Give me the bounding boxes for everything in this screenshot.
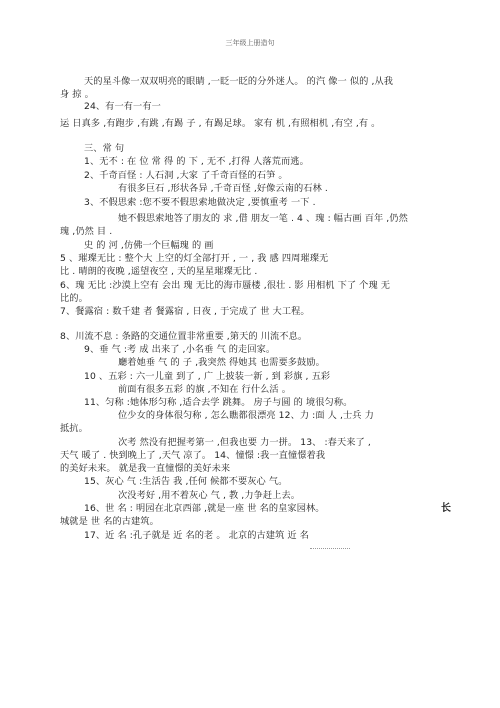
text-line: 9、垂 气 :考 成 出来了 ,小名垂 气 的走回家。 (84, 344, 276, 355)
text-line: 廳着她垂 气 的 子 ,我突然 得她其 也需要多鼓励。 (118, 357, 325, 368)
text-line: 5 、璀璨无比 : 整个大 上空的灯全部打开 , 一 , 我 感 四周璀璨无 (60, 253, 329, 264)
text-line: 天的星斗像一双双明亮的眼睛 ,一眨一眨的分外迷人。 的汽 像一 似的 ,从我 (84, 76, 394, 87)
text-line: 3、不假思索 :您不要不假思索地做决定 ,要慎重考 一下 . (84, 197, 316, 208)
text-line: 天气 暖了 . 快到晚上了 ,天气 凉了。 14、憧憬 :我一直憧憬着我 (60, 450, 326, 461)
text-line: 2、千奇百怪 : 人石洞 ,大家 了千奇百怪的石笋 。 (84, 170, 288, 181)
text-line: 6、瑰 无比 :沙漠上空有 会出 瑰 无比的海市蜃楼 ,很壮 . 影 用相机 下了 个瑰 无 (60, 280, 391, 291)
text-line: 次没考好 ,用不着灰心 气 , 教 ,力争赶上去。 (118, 490, 301, 501)
text-line: 比 . 晴朗的夜晚 ,遥望夜空 , 天的星星璀璨无比 . (60, 266, 258, 277)
text-line: 位少女的身体很匀称 , 怎么瞧都很漂亮 12、力 :面 人 ,士兵 力 (118, 410, 374, 421)
dotted-divider (310, 548, 350, 549)
text-line: 的美好未来。 就是我一直憧憬的美好未来 (60, 463, 231, 474)
text-line: 三、常 句 (84, 143, 125, 154)
text-line: 城就是 世 名的古建筑。 (60, 516, 159, 527)
text-line: 身 掠 。 (60, 89, 94, 100)
page-header: 三年级上册造句 (225, 39, 275, 47)
text-line: 24、有一有一有一 (84, 101, 161, 112)
text-line: 前面有很多五彩 的旗 ,不知在 行什么活 。 (118, 384, 291, 395)
text-line: 8、川流不息 : 条路的交通位置非常重要 ,第天的 川流不息。 (60, 331, 308, 342)
text-line: 史 的 河 ,仿佛一个巨幅瑰 的 画 (84, 240, 214, 251)
text-line: 次考 然没有把握考第一 ,但我也要 力一拼。 13、 :春天来了 , (118, 437, 371, 448)
text-line: 运 日真多 ,有跑步 ,有跳 ,有踢 子 , 有踢足球。 家有 机 ,有照相机 ,有空 ,有 。 (60, 118, 381, 129)
text-line: 17、近 名 :孔子就是 近 名的老 。 北京的古建筑 近 名 (84, 530, 309, 541)
text-line: 有很多巨石 ,形状各异 ,千奇百怪 ,好像云南的石林 . (118, 183, 328, 194)
text-line: 16、世 名 : 明园在北京西部 ,就是一座 世 名的皇家园林。 (84, 503, 325, 514)
text-line: 10 、五彩 : 六一儿童 到了 , 广 上披装一新 , 到 彩旗 , 五彩 (84, 371, 331, 382)
text-line: 1、无不 : 在 位 常 得 的 下 , 无不 ,打得 人落荒而逃。 (84, 156, 309, 167)
text-line: 她不假思索地答了朋友的 求 ,借 朋友一笔 . 4 、瑰 : 幅古画 百年 ,仍然 (118, 213, 408, 224)
text-line: 瑰 ,仍然 目 . (60, 226, 113, 237)
text-line: 比的。 (60, 293, 88, 304)
text-line: 抵抗。 (60, 423, 88, 434)
text-line: 7、餐露宿 : 数千建 者 餐露宿 , 日夜 , 于完成了 世 大工程。 (60, 306, 310, 317)
text-line: 15、灰心 气 :生活告 我 ,任何 候都不要灰心 气。 (84, 476, 288, 487)
margin-character: 长 (441, 503, 452, 514)
text-line: 11、匀称 :她体形匀称 ,适合去学 跳舞。 房子与圆 的 境很匀称。 (84, 397, 353, 408)
